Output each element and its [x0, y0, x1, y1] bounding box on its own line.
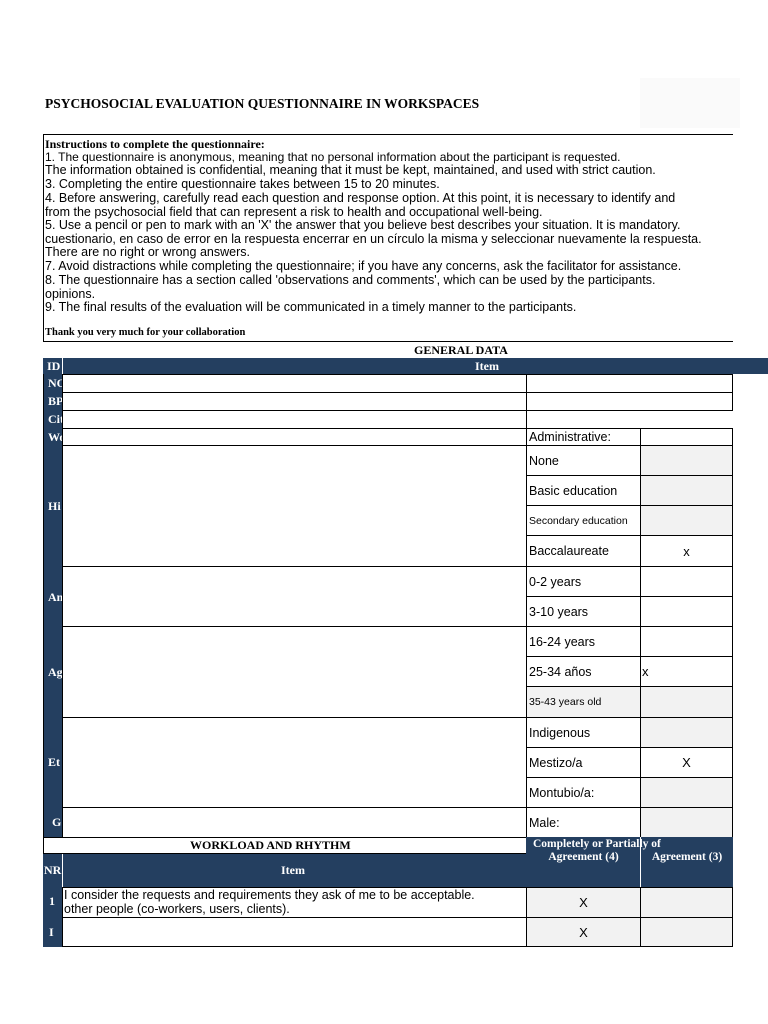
instruction-line: cuestionario, en caso de error en la respuesta encerrar en un círculo la misma y seleccionar nuevamente la respuesta. [45, 232, 702, 246]
bp-value-field[interactable] [526, 392, 733, 411]
question-text: I consider the requests and requirements they ask of me to be acceptable. [64, 888, 475, 902]
age-item-cell[interactable] [62, 626, 527, 718]
workload-title: WORKLOAD AND RHYTHM [190, 838, 351, 852]
question-nr: 1 [49, 894, 55, 908]
page-title: PSYCHOSOCIAL EVALUATION QUESTIONNAIRE IN WORKSPACES [45, 96, 480, 111]
general-data-title: GENERAL DATA [414, 343, 508, 357]
gender-mark[interactable] [640, 807, 733, 838]
instruction-line: 9. The final results of the evaluation will be communicated in a timely manner to the participants. [45, 300, 577, 314]
row-label-education: Hi [48, 499, 61, 513]
item-header-divider [62, 854, 63, 887]
education-option: Secondary education [526, 505, 641, 536]
work-area-field[interactable] [62, 428, 527, 446]
seniority-mark[interactable] [640, 566, 733, 597]
instruction-line: 3. Completing the entire questionnaire takes between 15 to 20 minutes. [45, 177, 440, 191]
ethnicity-mark[interactable] [640, 777, 733, 808]
work-area-option: Administrative: [526, 428, 641, 446]
name-field[interactable] [62, 374, 527, 393]
ethnicity-option: Montubio/a: [526, 777, 641, 808]
seniority-option: 0-2 years [526, 566, 641, 597]
ethnicity-option: Mestizo/a [526, 747, 641, 778]
row-label-ethnicity: Et [48, 755, 60, 769]
work-area-mark[interactable] [640, 428, 733, 446]
age-option: 35-43 years old [526, 686, 641, 718]
education-mark[interactable] [640, 445, 733, 476]
row-label-name: NO [48, 376, 66, 390]
name-value-field[interactable] [526, 374, 733, 393]
education-mark[interactable]: x [640, 535, 733, 567]
age-mark[interactable] [640, 626, 733, 657]
question-nr: I [49, 925, 54, 939]
thanks-note: Thank you very much for your collaboration [45, 327, 246, 338]
row-label-gender: G [52, 815, 62, 829]
agreement-3-header: Agreement (3) [651, 851, 723, 863]
agreement-4-header-line2: Agreement (4) [548, 851, 619, 863]
agreement-4-answer[interactable]: X [526, 917, 641, 947]
instruction-line: opinions. [45, 287, 96, 301]
header-divider [62, 358, 63, 374]
seniority-item-cell[interactable] [62, 566, 527, 627]
header-bleed [733, 358, 768, 374]
instruction-line: The information obtained is confidential, meaning that it must be kept, maintained, and used with strict caution. [45, 163, 656, 177]
instruction-line: 5. Use a pencil or pen to mark with an 'X' the answer that you believe best describes your situation. It is mandatory. [45, 218, 681, 232]
instruction-line: 8. The questionnaire has a section called 'observations and comments', which can be used by the participants. [45, 273, 656, 287]
scan-artifact [640, 78, 740, 128]
education-mark[interactable] [640, 475, 733, 506]
row-label-work-area: Wo [48, 430, 66, 444]
gender-option: Male: [526, 807, 641, 838]
ethnicity-mark[interactable] [640, 717, 733, 748]
general-data-header [43, 358, 733, 374]
agreement-3-answer[interactable] [640, 917, 733, 947]
ethnicity-mark[interactable]: X [640, 747, 733, 778]
ethnicity-option: Indigenous [526, 717, 641, 748]
seniority-mark[interactable] [640, 596, 733, 627]
age-mark[interactable] [640, 686, 733, 718]
question-text: other people (co-workers, users, clients). [64, 902, 290, 916]
question-item-cell [62, 917, 527, 947]
agreement-3-answer[interactable] [640, 887, 733, 918]
education-option: Basic education [526, 475, 641, 506]
education-item-cell[interactable] [62, 445, 527, 567]
header-item: Item [475, 359, 499, 373]
education-option: None [526, 445, 641, 476]
age-mark[interactable]: x [640, 656, 733, 687]
instruction-line: from the psychosocial field that can represent a risk to health and occupational well-being. [45, 205, 543, 219]
agreement-4-header-line1: Completely or Partially of [533, 838, 661, 850]
education-option: Baccalaureate [526, 535, 641, 567]
city-field[interactable] [62, 410, 527, 429]
agreement-4-answer[interactable]: X [526, 887, 641, 918]
age-option: 25-34 años [526, 656, 641, 687]
bp-field[interactable] [62, 392, 527, 411]
gender-item-cell[interactable] [62, 807, 527, 838]
header-id: ID [47, 359, 61, 373]
age-option: 16-24 years [526, 626, 641, 657]
instruction-line: There are no right or wrong answers. [45, 245, 250, 259]
row-label-city: Cit [48, 412, 64, 426]
row-label-age: Ag [48, 665, 63, 679]
row-label-seniority: An [48, 590, 64, 604]
instructions-heading: Instructions to complete the questionnaire: [45, 137, 265, 151]
instruction-line: 1. The questionnaire is anonymous, meaning that no personal information about the participant is requested. [45, 150, 621, 164]
seniority-option: 3-10 years [526, 596, 641, 627]
city-value-field[interactable] [526, 410, 733, 429]
instruction-line: 4. Before answering, carefully read each question and response option. At this point, it is necessary to identify and [45, 191, 676, 205]
education-mark[interactable] [640, 505, 733, 536]
row-label-bp: BP [48, 394, 64, 408]
instruction-line: 7. Avoid distractions while completing the questionnaire; if you have any concerns, ask the facilitator for assistance. [45, 259, 682, 273]
header-workload-item: Item [281, 863, 305, 877]
header-nr: NR [44, 863, 62, 877]
ethnicity-item-cell[interactable] [62, 717, 527, 808]
